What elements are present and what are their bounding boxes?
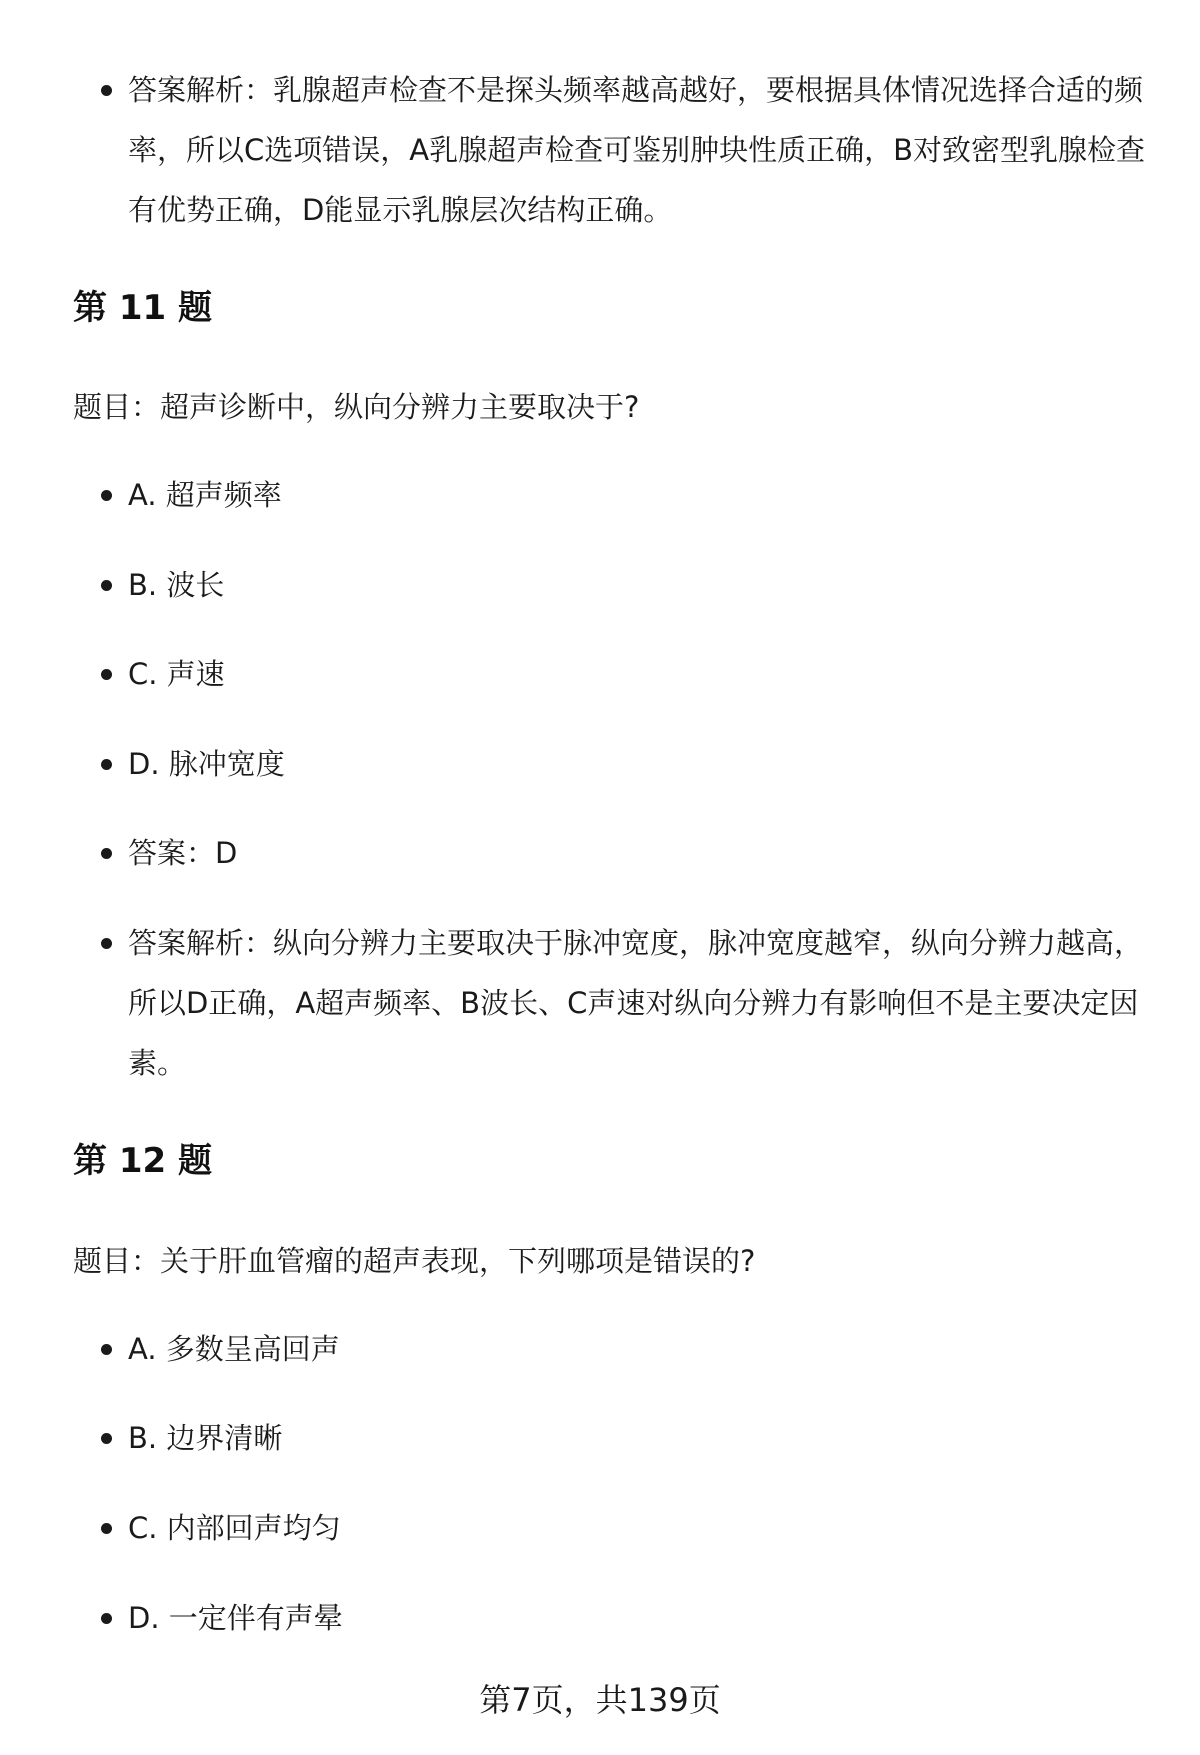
option-label: B. 波长 bbox=[128, 568, 225, 602]
bullet-icon bbox=[101, 1613, 112, 1624]
answer-text: 答案：D bbox=[128, 836, 238, 870]
option-label: D. 脉冲宽度 bbox=[128, 747, 285, 781]
option-b bbox=[128, 1408, 1148, 1468]
bullet-icon bbox=[101, 580, 112, 591]
bullet-icon bbox=[101, 669, 112, 680]
option-label: C. 内部回声均匀 bbox=[128, 1511, 341, 1545]
option-label: A. 多数呈高回声 bbox=[128, 1332, 340, 1366]
list-item bbox=[128, 60, 1148, 240]
explanation-text: 答案解析：纵向分辨力主要取决于脉冲宽度，脉冲宽度越窄，纵向分辨力越高，所以D正确，A超声频率、B波长、C声速对纵向分辨力有影响但不是主要决定因素。 bbox=[128, 926, 1144, 1080]
option-a bbox=[128, 465, 1148, 525]
option-c bbox=[128, 644, 1148, 704]
explanation-line bbox=[128, 913, 1148, 1093]
option-label: B. 边界清晰 bbox=[128, 1421, 283, 1455]
option-label: C. 声速 bbox=[128, 657, 225, 691]
bullet-icon bbox=[101, 490, 112, 501]
bullet-icon bbox=[101, 1523, 112, 1534]
bullet-icon bbox=[101, 85, 112, 96]
option-label: A. 超声频率 bbox=[128, 478, 282, 512]
bullet-icon bbox=[101, 1344, 112, 1355]
question-heading: 第 11 题 bbox=[73, 288, 212, 328]
page-indicator: 第7页，共139页 bbox=[479, 1681, 721, 1719]
option-label: D. 一定伴有声晕 bbox=[128, 1601, 343, 1635]
question-text: 题目：超声诊断中，纵向分辨力主要取决于? bbox=[73, 390, 640, 424]
explanation-text: 答案解析：乳腺超声检查不是探头频率越高越好，要根据具体情况选择合适的频率，所以C选项错误，A乳腺超声检查可鉴别肿块性质正确，B对致密型乳腺检查有优势正确，D能显示乳腺层次结构正确。 bbox=[128, 73, 1145, 227]
option-d bbox=[128, 1588, 1148, 1648]
question-text: 题目：关于肝血管瘤的超声表现，下列哪项是错误的? bbox=[73, 1244, 756, 1278]
bullet-icon bbox=[101, 759, 112, 770]
bullet-icon bbox=[101, 1433, 112, 1444]
bullet-icon bbox=[101, 938, 112, 949]
question-heading: 第 12 题 bbox=[73, 1141, 212, 1181]
option-c bbox=[128, 1498, 1148, 1558]
option-a bbox=[128, 1319, 1148, 1379]
option-d bbox=[128, 734, 1148, 794]
answer-line bbox=[128, 823, 1148, 883]
option-b bbox=[128, 555, 1148, 615]
bullet-icon bbox=[101, 848, 112, 859]
